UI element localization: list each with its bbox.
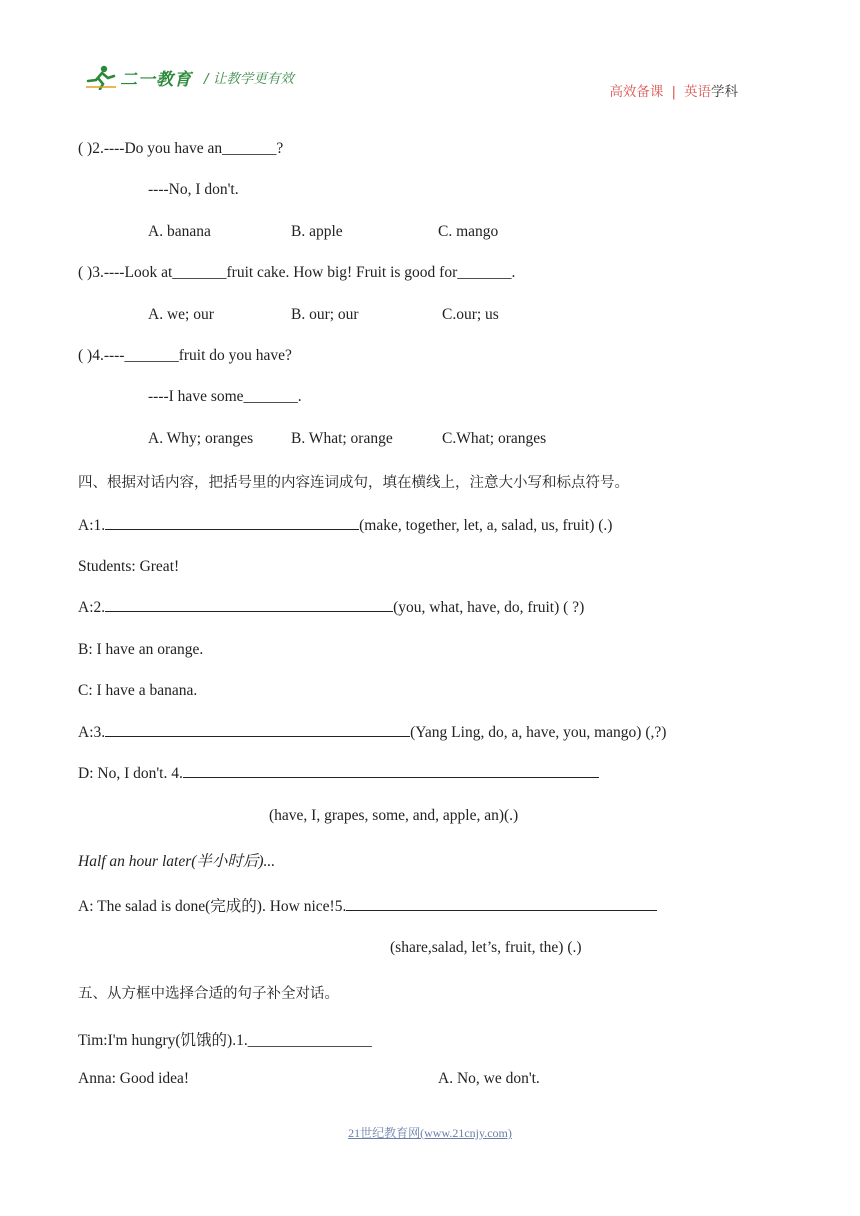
s4-line-6-words: (Yang Ling, do, a, have, you, mango) (,?) (410, 724, 667, 741)
s4-line-10-prefix: A: The salad is done(完成的). How nice!5. (78, 898, 347, 915)
running-man-icon (84, 64, 118, 90)
question-4-answer: ----I have some_______. (148, 388, 302, 405)
brand-name: 二一教育 (120, 69, 192, 90)
brand-slogan: / 让教学更有效 (204, 71, 294, 87)
s5-option-a: A. No, we don't. (438, 1070, 540, 1087)
s4-line-3-words: (you, what, have, do, fruit) ( ?) (393, 599, 585, 616)
question-2-option-c: C. mango (438, 223, 499, 240)
s4-line-1 (78, 517, 612, 535)
s4-line-6-prefix: A:3. (78, 724, 106, 741)
answer-blank-1[interactable] (105, 529, 359, 530)
s4-line-7-prefix: D: No, I don't. 4. (78, 765, 183, 782)
question-2-answer: ----No, I don't. (148, 181, 239, 198)
question-4-option-c: C.What; oranges (442, 430, 547, 447)
question-3-option-c: C.our; us (442, 306, 499, 323)
brand-logo (84, 64, 294, 90)
header-text-a: 高效备课 (609, 84, 664, 100)
s4-line-5: C: I have a banana. (78, 682, 198, 699)
answer-blank-2[interactable] (105, 611, 393, 612)
footer-link[interactable]: 21世纪教育网(www.21cnjy.com) (348, 1126, 512, 1140)
s4-line-9: Half an hour later(半小时后)... (78, 853, 276, 870)
answer-blank-3[interactable] (105, 736, 410, 737)
s4-line-10 (78, 894, 657, 916)
s4-line-2: Students: Great! (78, 558, 180, 575)
section-5-title: 五、从方框中选择合适的句子补全对话。 (78, 986, 339, 1002)
header-text-c: 学科 (711, 84, 738, 100)
s4-line-6 (78, 724, 666, 742)
s4-line-8: (have, I, grapes, some, and, apple, an)(.) (269, 807, 519, 824)
question-2-option-b: B. apple (291, 223, 343, 240)
question-2: ( )2.----Do you have an_______? (78, 140, 284, 157)
s4-line-11: (share,salad, let’s, fruit, the) (.) (390, 939, 582, 956)
question-3-option-b: B. our; our (291, 306, 359, 323)
s5-line-1: Tim:I'm hungry(饥饿的).1.________________ (78, 1032, 372, 1049)
header-text-b: 英语 (684, 84, 711, 100)
s4-line-1-prefix: A:1. (78, 517, 106, 534)
section-4-title: 四、根据对话内容，把括号里的内容连词成句，填在横线上，注意大小写和标点符号。 (78, 475, 629, 491)
s5-line-2: Anna: Good idea! (78, 1070, 190, 1087)
question-4-option-a: A. Why; oranges (148, 430, 254, 447)
question-4: ( )4.----_______fruit do you have? (78, 347, 292, 364)
s4-line-3 (78, 599, 584, 617)
answer-blank-5[interactable] (346, 910, 657, 911)
question-3: ( )3.----Look at_______fruit cake. How big! Fruit is good for_______. (78, 264, 516, 281)
s4-line-7 (78, 765, 599, 783)
question-2-option-a: A. banana (148, 223, 211, 240)
s4-line-1-words: (make, together, let, a, salad, us, fruit) (.) (359, 517, 613, 534)
answer-blank-4[interactable] (183, 777, 599, 778)
header-separator: | (671, 84, 676, 100)
question-4-option-b: B. What; orange (291, 430, 393, 447)
s4-line-3-prefix: A:2. (78, 599, 106, 616)
header-subject (609, 80, 738, 100)
s4-line-4: B: I have an orange. (78, 641, 204, 658)
footer (0, 1124, 860, 1141)
question-3-option-a: A. we; our (148, 306, 214, 323)
